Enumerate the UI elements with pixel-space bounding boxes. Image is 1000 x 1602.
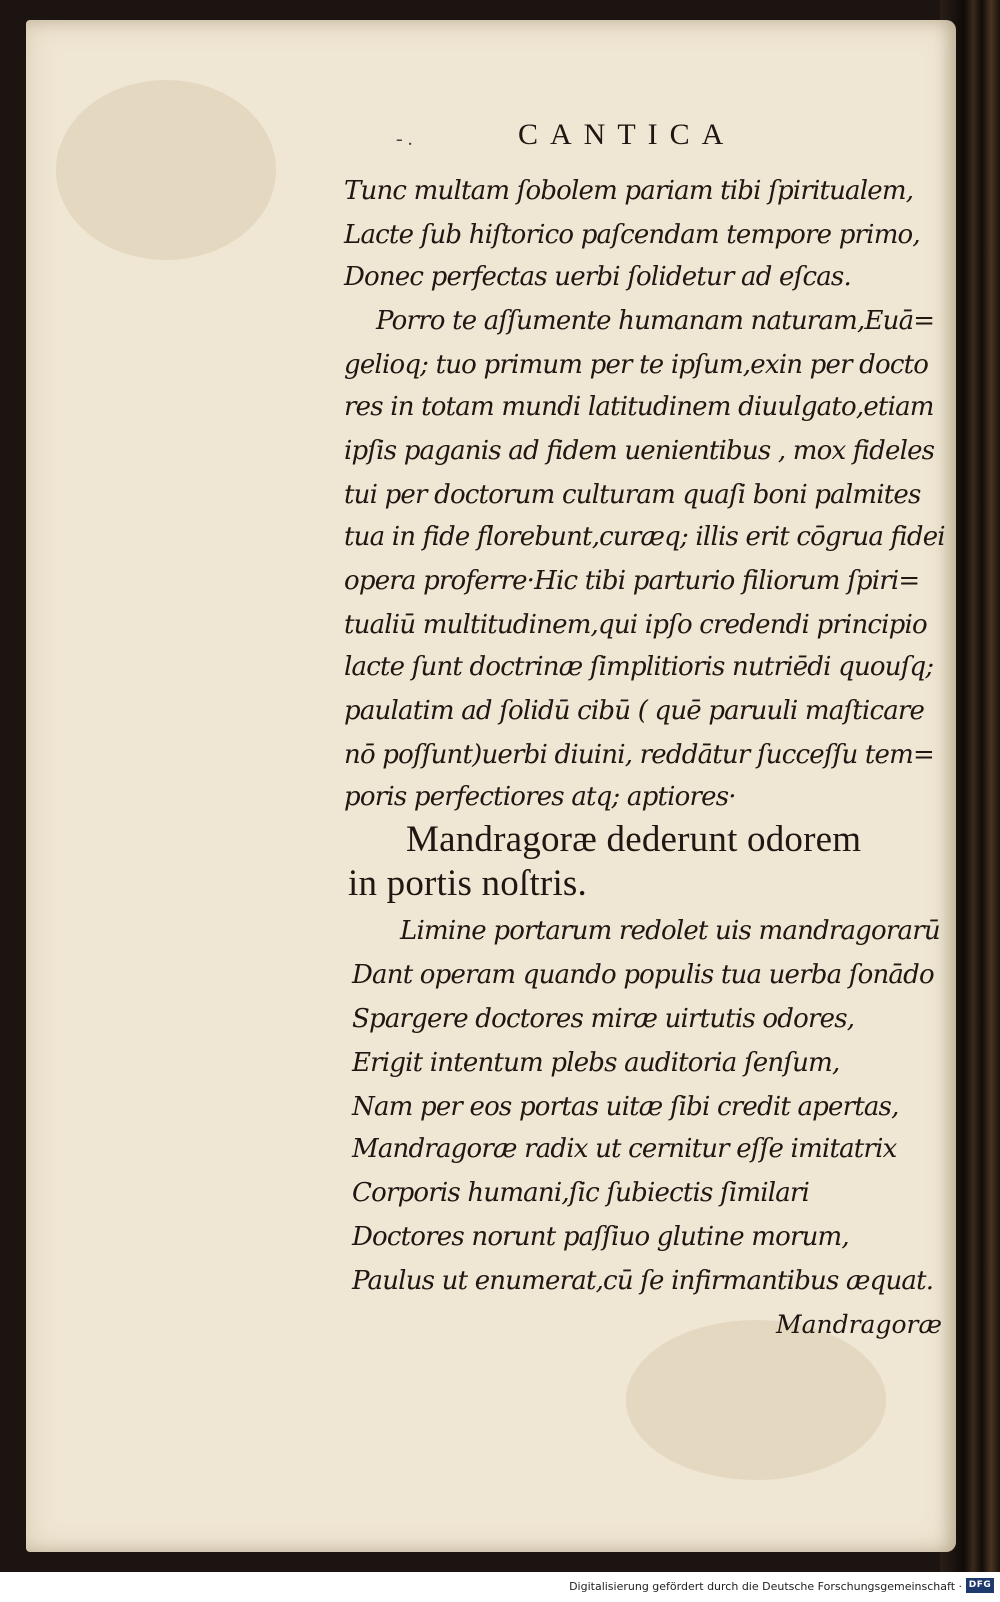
text-line: tualiū multitudinem,qui ipſo credendi principio xyxy=(344,610,927,640)
paper-stain xyxy=(56,80,276,260)
header-mark: - . xyxy=(396,128,413,150)
text-line: res in totam mundi latitudinem diuulgato,etiam xyxy=(344,392,934,422)
running-header: CANTICA xyxy=(518,118,736,151)
catchword: Mandragoræ xyxy=(776,1310,942,1339)
text-line: lacte ſunt doctrinæ ſimplitioris nutriēdi quouſq; xyxy=(344,652,934,682)
verse-line: Paulus ut enumerat,cū ſe infirmantibus æquat. xyxy=(352,1266,934,1296)
verse-line: Dant operam quando populis tua uerba ſonādo xyxy=(352,960,934,990)
text-line: Tunc multam ſobolem pariam tibi ſpiritualem, xyxy=(344,176,914,206)
verse-line: Erigit intentum plebs auditoria ſenſum, xyxy=(352,1048,840,1078)
verse-line: Doctores norunt paſſiuo glutine morum, xyxy=(352,1222,849,1252)
section-title-line: Mandragoræ dederunt odorem xyxy=(406,819,862,860)
verse-line: Corporis humani,ſic ſubiectis ſimilari xyxy=(352,1178,810,1208)
section-title-line: in portis noſtris. xyxy=(348,863,587,904)
verse-line: Mandragoræ radix ut cernitur eſſe imitatrix xyxy=(352,1134,897,1164)
verse-line: Limine portarum redolet uis mandragorarū xyxy=(400,916,940,946)
text-line: tua in fide florebunt,curæq; illis erit cōgrua fidei xyxy=(344,522,945,552)
text-line: tui per doctorum culturam quaſi boni palmites xyxy=(344,480,921,510)
verse-line: Spargere doctores miræ uirtutis odores, xyxy=(352,1004,855,1034)
text-line: poris perfectiores atq; aptiores· xyxy=(344,782,736,812)
verse-line: Nam per eos portas uitæ ſibi credit apertas, xyxy=(352,1092,899,1122)
text-line: paulatim ad ſolidū cibū ( quē paruuli maſticare xyxy=(344,696,925,726)
text-line: ipſis paganis ad fidem uenientibus , mox fideles xyxy=(344,436,935,466)
paper-stain xyxy=(626,1320,886,1480)
digitization-credit: Digitalisierung gefördert durch die Deutsche Forschungsgemeinschaft · xyxy=(569,1580,962,1593)
text-line: Lacte ſub hiſtorico paſcendam tempore primo, xyxy=(344,220,920,250)
text-line: gelioq; tuo primum per te ipſum,exin per docto xyxy=(344,350,929,380)
text-line: Porro te aſſumente humanam naturam,Euā= xyxy=(376,306,935,336)
text-line: opera proferre·Hic tibi parturio filiorum ſpiri= xyxy=(344,566,920,596)
text-line: nō poſſunt)uerbi diuini, reddātur ſucceſſu tem= xyxy=(344,740,934,770)
text-line: Donec perfectas uerbi ſolidetur ad eſcas. xyxy=(344,262,851,292)
dfg-logo: DFG xyxy=(966,1578,994,1593)
